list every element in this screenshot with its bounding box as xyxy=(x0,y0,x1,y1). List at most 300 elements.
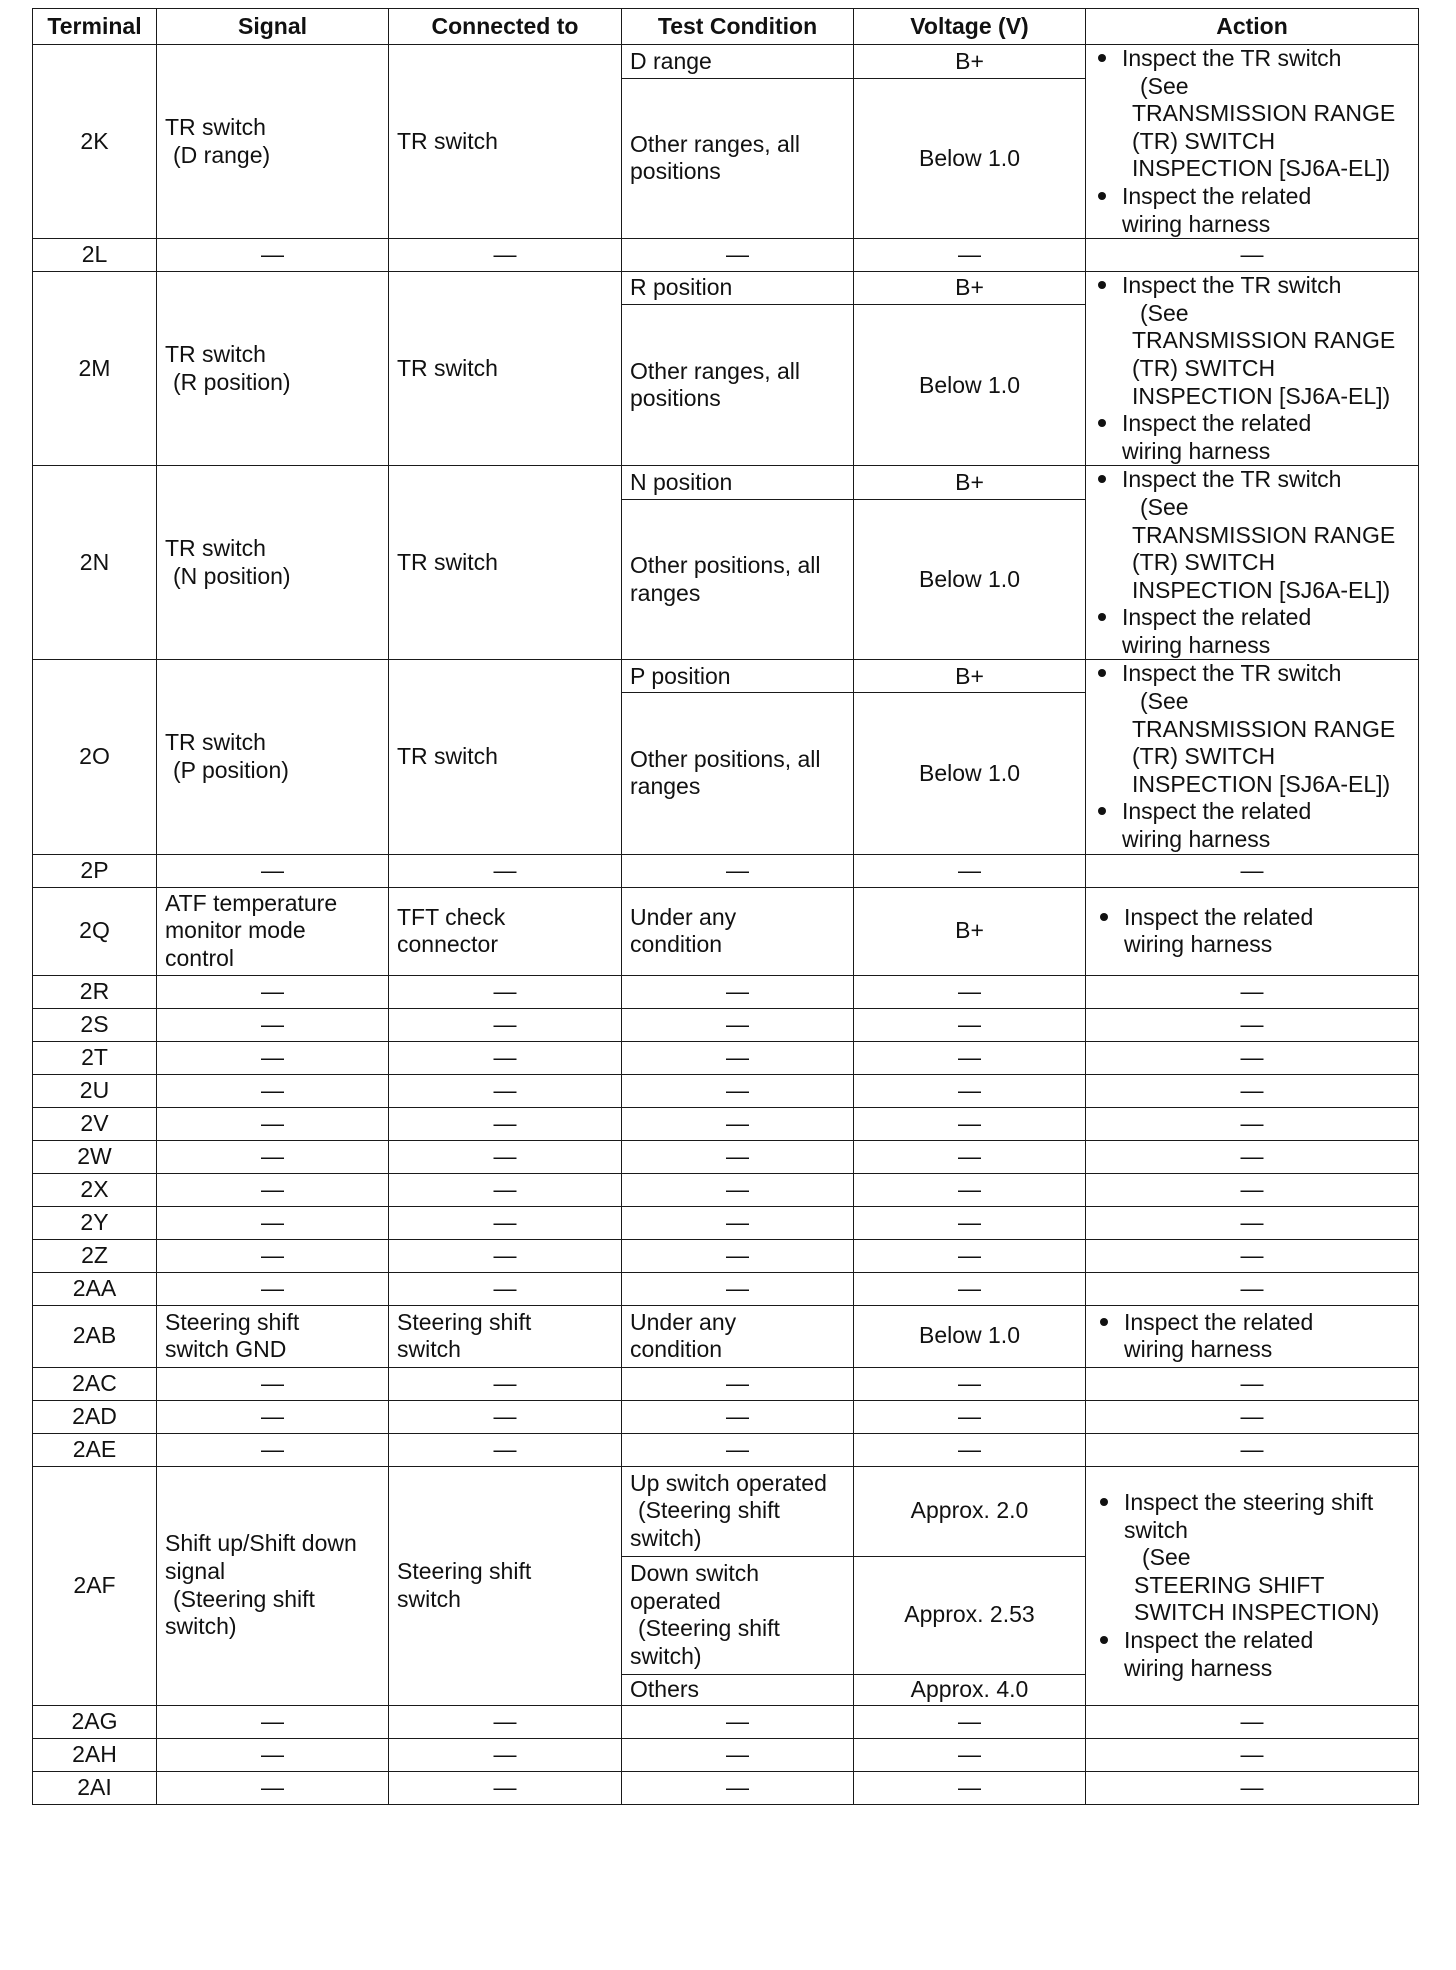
condition-cell xyxy=(622,887,854,975)
empty-dash xyxy=(1086,1705,1419,1738)
empty-dash xyxy=(157,1041,389,1074)
action-text-line: wiring harness xyxy=(1124,1336,1273,1363)
action-text xyxy=(1124,1309,1313,1364)
empty-dash xyxy=(854,239,1086,272)
action-see-text: (See xyxy=(1140,493,1189,520)
condition-line: (Steering shift xyxy=(638,1497,780,1524)
terminal-cell: 2R xyxy=(33,975,157,1008)
table-row xyxy=(33,1705,1419,1738)
empty-dash xyxy=(1086,1140,1419,1173)
bullet-icon xyxy=(1100,1636,1108,1644)
action-reference: TRANSMISSION RANGE (TR) SWITCH INSPECTION [SJ6A-EL]) xyxy=(1132,327,1396,409)
voltage-cell: Below 1.0 xyxy=(854,1305,1086,1367)
terminal-cell: 2AH xyxy=(33,1738,157,1771)
voltage-cell: B+ xyxy=(854,660,1086,693)
terminal-cell: 2AG xyxy=(33,1705,157,1738)
signal-line: (R position) xyxy=(173,368,291,395)
empty-dash xyxy=(622,1433,854,1466)
empty-dash xyxy=(1086,1008,1419,1041)
condition-cell: D range xyxy=(622,45,854,79)
voltage-cell: Approx. 2.53 xyxy=(854,1556,1086,1674)
terminal-cell: 2AB xyxy=(33,1305,157,1367)
action-item xyxy=(1094,410,1410,465)
empty-dash xyxy=(622,1074,854,1107)
empty-dash xyxy=(389,1107,622,1140)
empty-dash xyxy=(157,1367,389,1400)
condition-cell xyxy=(622,499,854,660)
terminal-cell: 2O xyxy=(33,660,157,854)
empty-dash xyxy=(622,239,854,272)
empty-dash xyxy=(389,1272,622,1305)
action-see xyxy=(1094,73,1410,101)
empty-dash xyxy=(854,1074,1086,1107)
empty-dash xyxy=(389,1239,622,1272)
header-voltage: Voltage (V) xyxy=(854,9,1086,45)
connected-cell: TR switch xyxy=(389,660,622,854)
signal-line: monitor mode xyxy=(165,917,306,944)
action-text-line: Inspect the related xyxy=(1122,798,1312,825)
action-see xyxy=(1096,1544,1414,1572)
terminal-cell: 2P xyxy=(33,854,157,887)
table-row xyxy=(33,1074,1419,1107)
action-reference: STEERING SHIFT SWITCH INSPECTION) xyxy=(1134,1571,1380,1626)
empty-dash xyxy=(854,1705,1086,1738)
table-row xyxy=(33,1367,1419,1400)
action-text: Inspect the TR switch xyxy=(1122,45,1342,71)
action-item xyxy=(1096,1489,1414,1544)
signal-line: switch GND xyxy=(165,1336,287,1363)
empty-dash xyxy=(622,1738,854,1771)
header-connected-to: Connected to xyxy=(389,9,622,45)
signal-line: (P position) xyxy=(173,757,289,784)
action-text xyxy=(1122,410,1311,465)
empty-dash xyxy=(854,1272,1086,1305)
empty-dash xyxy=(1086,1367,1419,1400)
empty-dash xyxy=(157,1272,389,1305)
condition-line: positions xyxy=(630,158,721,185)
empty-dash xyxy=(157,239,389,272)
action-text: Inspect the TR switch xyxy=(1122,466,1342,493)
connected-cell xyxy=(389,1466,622,1705)
terminal-cell: 2Q xyxy=(33,887,157,975)
table-row xyxy=(33,887,1419,975)
action-item xyxy=(1094,798,1410,853)
terminal-cell: 2V xyxy=(33,1107,157,1140)
empty-dash xyxy=(389,239,622,272)
voltage-cell: B+ xyxy=(854,45,1086,79)
empty-dash xyxy=(622,1008,854,1041)
bullet-icon xyxy=(1098,54,1106,62)
connected-cell xyxy=(389,1305,622,1367)
condition-line: Other positions, all xyxy=(630,745,821,772)
empty-dash xyxy=(1086,854,1419,887)
signal-line: Shift up/Shift down xyxy=(165,1530,357,1557)
action-text-line: wiring harness xyxy=(1122,210,1271,237)
terminal-cell: 2AA xyxy=(33,1272,157,1305)
action-see-text: (See xyxy=(1140,72,1189,99)
empty-dash xyxy=(854,1173,1086,1206)
table-row xyxy=(33,854,1419,887)
voltage-cell: Below 1.0 xyxy=(854,693,1086,854)
terminal-cell: 2AF xyxy=(33,1466,157,1705)
header-signal: Signal xyxy=(157,9,389,45)
empty-dash xyxy=(157,1008,389,1041)
empty-dash xyxy=(854,1140,1086,1173)
action-cell xyxy=(1086,887,1419,975)
voltage-cell: Approx. 4.0 xyxy=(854,1674,1086,1705)
action-see-text: (See xyxy=(1142,1544,1191,1571)
terminal-voltage-table xyxy=(32,8,1419,1805)
empty-dash xyxy=(389,1041,622,1074)
empty-dash xyxy=(1086,1173,1419,1206)
empty-dash xyxy=(622,1771,854,1804)
signal-line: (D range) xyxy=(173,141,271,168)
connected-line: switch xyxy=(397,1585,461,1612)
terminal-cell: 2Z xyxy=(33,1239,157,1272)
action-text-line: Inspect the related xyxy=(1122,182,1312,209)
empty-dash xyxy=(157,1400,389,1433)
empty-dash xyxy=(622,1367,854,1400)
action-text: Inspect the TR switch xyxy=(1122,660,1342,687)
condition-cell xyxy=(622,693,854,854)
empty-dash xyxy=(157,1771,389,1804)
condition-line: Other positions, all xyxy=(630,551,821,578)
condition-line: ranges xyxy=(630,579,701,606)
header-terminal: Terminal xyxy=(33,9,157,45)
empty-dash xyxy=(854,1367,1086,1400)
condition-line: condition xyxy=(630,1336,723,1363)
condition-cell: N position xyxy=(622,466,854,499)
empty-dash xyxy=(622,1400,854,1433)
empty-dash xyxy=(1086,975,1419,1008)
condition-line: Down switch xyxy=(630,1559,760,1586)
action-reference: TRANSMISSION RANGE (TR) SWITCH INSPECTION [SJ6A-EL]) xyxy=(1132,521,1396,603)
empty-dash xyxy=(622,854,854,887)
signal-cell xyxy=(157,466,389,660)
action-text-line: Inspect the related xyxy=(1124,1308,1314,1335)
terminal-cell: 2AE xyxy=(33,1433,157,1466)
empty-dash xyxy=(854,1041,1086,1074)
table-row xyxy=(33,1140,1419,1173)
terminal-cell: 2U xyxy=(33,1074,157,1107)
empty-dash xyxy=(622,1272,854,1305)
terminal-cell: 2W xyxy=(33,1140,157,1173)
condition-line: ranges xyxy=(630,773,701,800)
empty-dash xyxy=(157,854,389,887)
empty-dash xyxy=(1086,1400,1419,1433)
signal-cell xyxy=(157,660,389,854)
signal-line: (Steering shift xyxy=(173,1585,315,1612)
table-row xyxy=(33,1107,1419,1140)
condition-line: Under any xyxy=(630,1308,737,1335)
bullet-icon xyxy=(1098,419,1106,427)
connected-cell xyxy=(389,887,622,975)
action-item xyxy=(1096,1627,1414,1682)
empty-dash xyxy=(157,1140,389,1173)
action-item xyxy=(1094,45,1410,73)
connected-line: connector xyxy=(397,931,499,958)
condition-line: Up switch operated xyxy=(630,1469,827,1496)
condition-line: Under any xyxy=(630,903,737,930)
terminal-cell: 2N xyxy=(33,466,157,660)
empty-dash xyxy=(157,1433,389,1466)
empty-dash xyxy=(157,1107,389,1140)
signal-line: TR switch xyxy=(165,341,266,368)
terminal-cell: 2T xyxy=(33,1041,157,1074)
action-reference: TRANSMISSION RANGE (TR) SWITCH INSPECTION [SJ6A-EL]) xyxy=(1132,715,1396,797)
table-row xyxy=(33,1400,1419,1433)
empty-dash xyxy=(1086,1272,1419,1305)
bullet-icon xyxy=(1098,613,1106,621)
condition-line: operated xyxy=(630,1587,721,1614)
empty-dash xyxy=(1086,1107,1419,1140)
table-row xyxy=(33,272,1419,305)
action-see xyxy=(1094,688,1410,716)
signal-cell xyxy=(157,1305,389,1367)
signal-line: signal xyxy=(165,1558,226,1585)
signal-line: TR switch xyxy=(165,535,266,562)
voltage-cell: Below 1.0 xyxy=(854,305,1086,466)
bullet-icon xyxy=(1098,281,1106,289)
terminal-cell: 2AD xyxy=(33,1400,157,1433)
action-cell xyxy=(1086,1466,1419,1705)
action-text xyxy=(1124,1627,1313,1682)
terminal-cell: 2AI xyxy=(33,1771,157,1804)
terminal-cell: 2Y xyxy=(33,1206,157,1239)
condition-line: (Steering shift xyxy=(638,1615,780,1642)
action-cell xyxy=(1086,45,1419,239)
action-cell xyxy=(1086,272,1419,466)
bullet-icon xyxy=(1098,192,1106,200)
empty-dash xyxy=(854,1008,1086,1041)
signal-line: Steering shift xyxy=(165,1308,300,1335)
empty-dash xyxy=(622,975,854,1008)
bullet-icon xyxy=(1098,807,1106,815)
action-item xyxy=(1094,466,1410,494)
connected-line: Steering shift xyxy=(397,1558,532,1585)
table-row xyxy=(33,975,1419,1008)
condition-cell: R position xyxy=(622,272,854,305)
empty-dash xyxy=(622,1173,854,1206)
table-row xyxy=(33,1272,1419,1305)
action-text-line: wiring harness xyxy=(1122,826,1271,853)
action-text-line: wiring harness xyxy=(1124,931,1273,958)
empty-dash xyxy=(622,1239,854,1272)
empty-dash xyxy=(389,1008,622,1041)
table-row xyxy=(33,1008,1419,1041)
action-item xyxy=(1094,604,1410,659)
table-row xyxy=(33,1041,1419,1074)
condition-line: condition xyxy=(630,931,723,958)
action-text xyxy=(1124,1489,1373,1544)
empty-dash xyxy=(389,1074,622,1107)
action-text-line: Inspect the related xyxy=(1122,604,1312,631)
empty-dash xyxy=(1086,1074,1419,1107)
signal-line: control xyxy=(165,944,235,971)
action-text xyxy=(1122,183,1311,238)
condition-cell: Others xyxy=(622,1674,854,1705)
header-test-condition: Test Condition xyxy=(622,9,854,45)
empty-dash xyxy=(854,1239,1086,1272)
empty-dash xyxy=(854,1738,1086,1771)
empty-dash xyxy=(1086,1771,1419,1804)
action-text-line: Inspect the related xyxy=(1124,903,1314,930)
empty-dash xyxy=(389,1433,622,1466)
empty-dash xyxy=(157,1206,389,1239)
empty-dash xyxy=(1086,1738,1419,1771)
table-row xyxy=(33,1771,1419,1804)
empty-dash xyxy=(854,1400,1086,1433)
action-item xyxy=(1094,660,1410,688)
signal-line: ATF temperature xyxy=(165,889,338,916)
empty-dash xyxy=(389,1206,622,1239)
table-row xyxy=(33,45,1419,79)
action-item xyxy=(1094,183,1410,238)
empty-dash xyxy=(854,1433,1086,1466)
bullet-icon xyxy=(1098,669,1106,677)
signal-line: TR switch xyxy=(165,729,266,756)
action-cell xyxy=(1086,466,1419,660)
empty-dash xyxy=(1086,1206,1419,1239)
empty-dash xyxy=(854,1107,1086,1140)
voltage-cell: B+ xyxy=(854,466,1086,499)
action-text-line: switch xyxy=(1124,1516,1188,1543)
action-text-line: wiring harness xyxy=(1124,1654,1273,1681)
empty-dash xyxy=(389,1367,622,1400)
signal-cell xyxy=(157,45,389,239)
signal-cell xyxy=(157,1466,389,1705)
signal-line: TR switch xyxy=(165,113,266,140)
bullet-icon xyxy=(1098,475,1106,483)
empty-dash xyxy=(157,1074,389,1107)
empty-dash xyxy=(854,1771,1086,1804)
empty-dash xyxy=(622,1107,854,1140)
connected-line: Steering shift xyxy=(397,1308,532,1335)
table-row xyxy=(33,1433,1419,1466)
table-row xyxy=(33,466,1419,499)
connected-cell: TR switch xyxy=(389,466,622,660)
condition-line: positions xyxy=(630,385,721,412)
table-row xyxy=(33,660,1419,693)
empty-dash xyxy=(389,1738,622,1771)
empty-dash xyxy=(1086,1041,1419,1074)
empty-dash xyxy=(854,975,1086,1008)
terminal-cell: 2M xyxy=(33,272,157,466)
table-row xyxy=(33,239,1419,272)
header-row xyxy=(33,9,1419,45)
voltage-cell: B+ xyxy=(854,272,1086,305)
empty-dash xyxy=(389,854,622,887)
empty-dash xyxy=(622,1140,854,1173)
empty-dash xyxy=(389,975,622,1008)
empty-dash xyxy=(1086,1239,1419,1272)
signal-cell xyxy=(157,272,389,466)
empty-dash xyxy=(854,1206,1086,1239)
action-text-line: wiring harness xyxy=(1122,631,1271,658)
connected-line: switch xyxy=(397,1336,461,1363)
connected-cell: TR switch xyxy=(389,272,622,466)
voltage-cell: B+ xyxy=(854,887,1086,975)
action-text xyxy=(1122,604,1311,659)
action-item xyxy=(1094,272,1410,300)
condition-cell xyxy=(622,78,854,239)
action-see-text: (See xyxy=(1140,299,1189,326)
table-row xyxy=(33,1738,1419,1771)
empty-dash xyxy=(854,854,1086,887)
empty-dash xyxy=(389,1140,622,1173)
empty-dash xyxy=(1086,1433,1419,1466)
table-row xyxy=(33,1206,1419,1239)
bullet-icon xyxy=(1100,1498,1108,1506)
table-row xyxy=(33,1239,1419,1272)
empty-dash xyxy=(389,1771,622,1804)
signal-line: switch) xyxy=(165,1613,237,1640)
action-text: Inspect the TR switch xyxy=(1122,272,1342,299)
condition-cell: P position xyxy=(622,660,854,693)
empty-dash xyxy=(157,975,389,1008)
connected-cell: TR switch xyxy=(389,45,622,239)
action-cell xyxy=(1086,1305,1419,1367)
action-see xyxy=(1094,300,1410,328)
action-cell xyxy=(1086,660,1419,854)
action-reference: TRANSMISSION RANGE (TR) SWITCH INSPECTION [SJ6A-EL]) xyxy=(1132,100,1396,182)
condition-line: switch) xyxy=(630,1524,702,1551)
condition-cell xyxy=(622,305,854,466)
bullet-icon xyxy=(1100,1318,1108,1326)
empty-dash xyxy=(157,1239,389,1272)
empty-dash xyxy=(622,1041,854,1074)
connected-line: TFT check xyxy=(397,903,506,930)
table-row xyxy=(33,1173,1419,1206)
empty-dash xyxy=(157,1738,389,1771)
condition-line: Other ranges, all xyxy=(630,357,801,384)
action-see xyxy=(1094,494,1410,522)
header-action: Action xyxy=(1086,9,1419,45)
condition-line: Other ranges, all xyxy=(630,130,801,157)
table-row xyxy=(33,1466,1419,1556)
table-row xyxy=(33,1305,1419,1367)
voltage-cell: Below 1.0 xyxy=(854,499,1086,660)
condition-cell xyxy=(622,1466,854,1556)
action-text-line: Inspect the related xyxy=(1122,410,1312,437)
action-text xyxy=(1124,904,1313,959)
condition-cell xyxy=(622,1556,854,1674)
terminal-voltage-table-page xyxy=(32,8,1419,1805)
terminal-cell: 2AC xyxy=(33,1367,157,1400)
bullet-icon xyxy=(1100,913,1108,921)
signal-line: (N position) xyxy=(173,562,291,589)
voltage-cell: Below 1.0 xyxy=(854,78,1086,239)
action-text-line: Inspect the related xyxy=(1124,1627,1314,1654)
action-item xyxy=(1096,1309,1414,1364)
terminal-cell: 2L xyxy=(33,239,157,272)
empty-dash xyxy=(157,1705,389,1738)
action-see-text: (See xyxy=(1140,688,1189,715)
terminal-cell: 2S xyxy=(33,1008,157,1041)
empty-dash xyxy=(389,1173,622,1206)
action-text-line: wiring harness xyxy=(1122,437,1271,464)
empty-dash xyxy=(389,1400,622,1433)
empty-dash xyxy=(622,1705,854,1738)
empty-dash xyxy=(157,1173,389,1206)
action-item xyxy=(1096,904,1414,959)
empty-dash xyxy=(389,1705,622,1738)
terminal-cell: 2K xyxy=(33,45,157,239)
voltage-cell: Approx. 2.0 xyxy=(854,1466,1086,1556)
action-text-line: Inspect the steering shift xyxy=(1124,1489,1374,1516)
signal-cell xyxy=(157,887,389,975)
condition-cell xyxy=(622,1305,854,1367)
